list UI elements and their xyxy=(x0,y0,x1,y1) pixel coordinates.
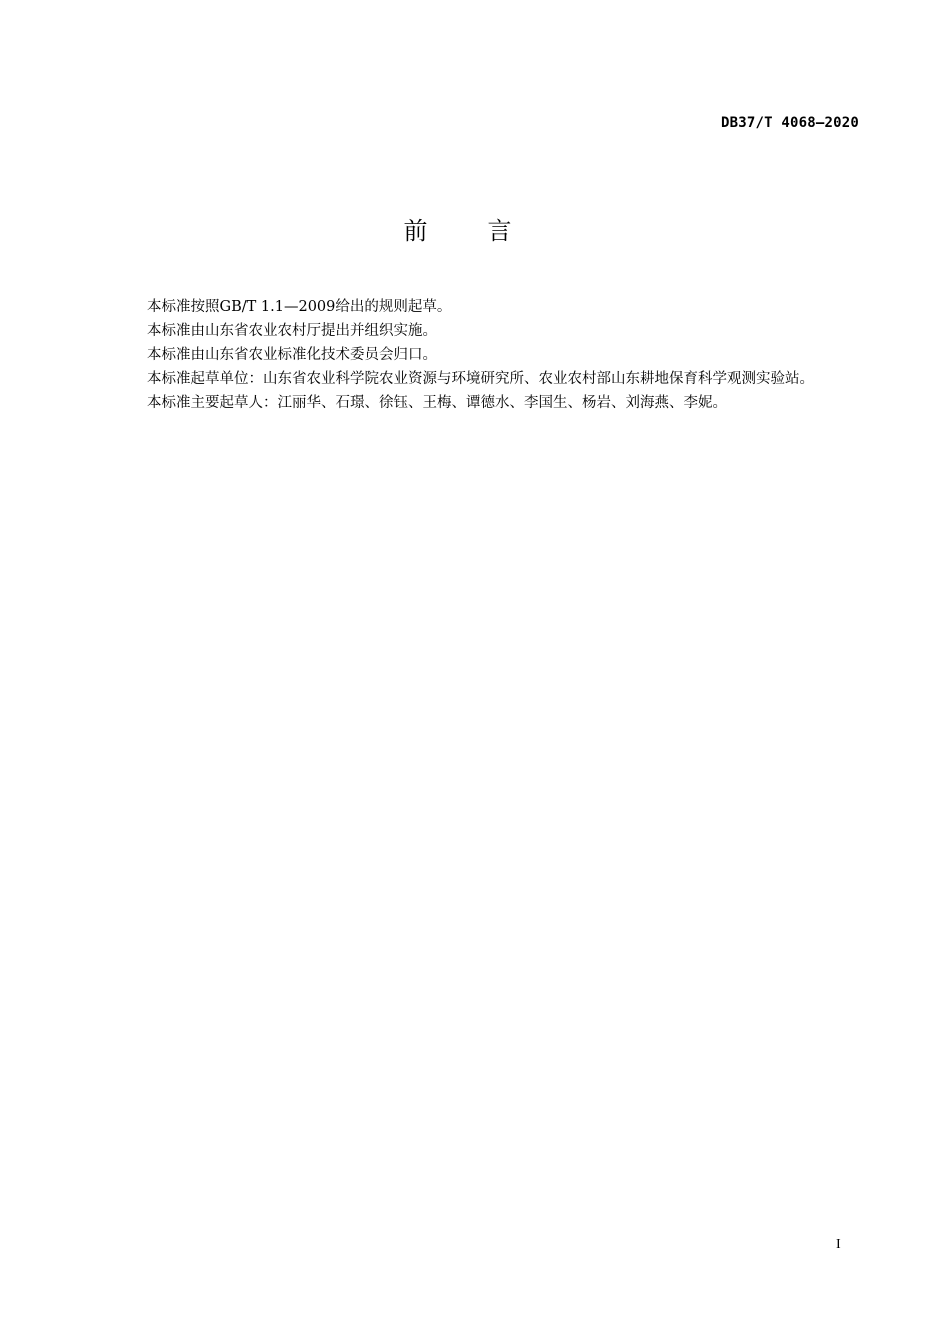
paragraph-proposer: 本标准由山东省农业农村厅提出并组织实施。 xyxy=(147,323,437,339)
page-number: I xyxy=(836,1237,841,1252)
standard-number: DB37/T 4068—2020 xyxy=(720,115,859,131)
paragraph-drafting-rules: 本标准按照GB/T 1.1—2009给出的规则起草。 xyxy=(147,299,452,315)
foreword-body xyxy=(113,295,861,415)
paragraph-drafting-units: 本标准起草单位：山东省农业科学院农业资源与环境研究所、农业农村部山东耕地保育科学观测实验站。 xyxy=(147,371,814,387)
page-title: 前言 xyxy=(403,217,572,245)
paragraph-drafters: 本标准主要起草人：江丽华、石璟、徐钰、王梅、谭德水、李国生、杨岩、刘海燕、李妮。 xyxy=(147,395,727,411)
paragraph-committee: 本标准由山东省农业标准化技术委员会归口。 xyxy=(147,347,437,363)
